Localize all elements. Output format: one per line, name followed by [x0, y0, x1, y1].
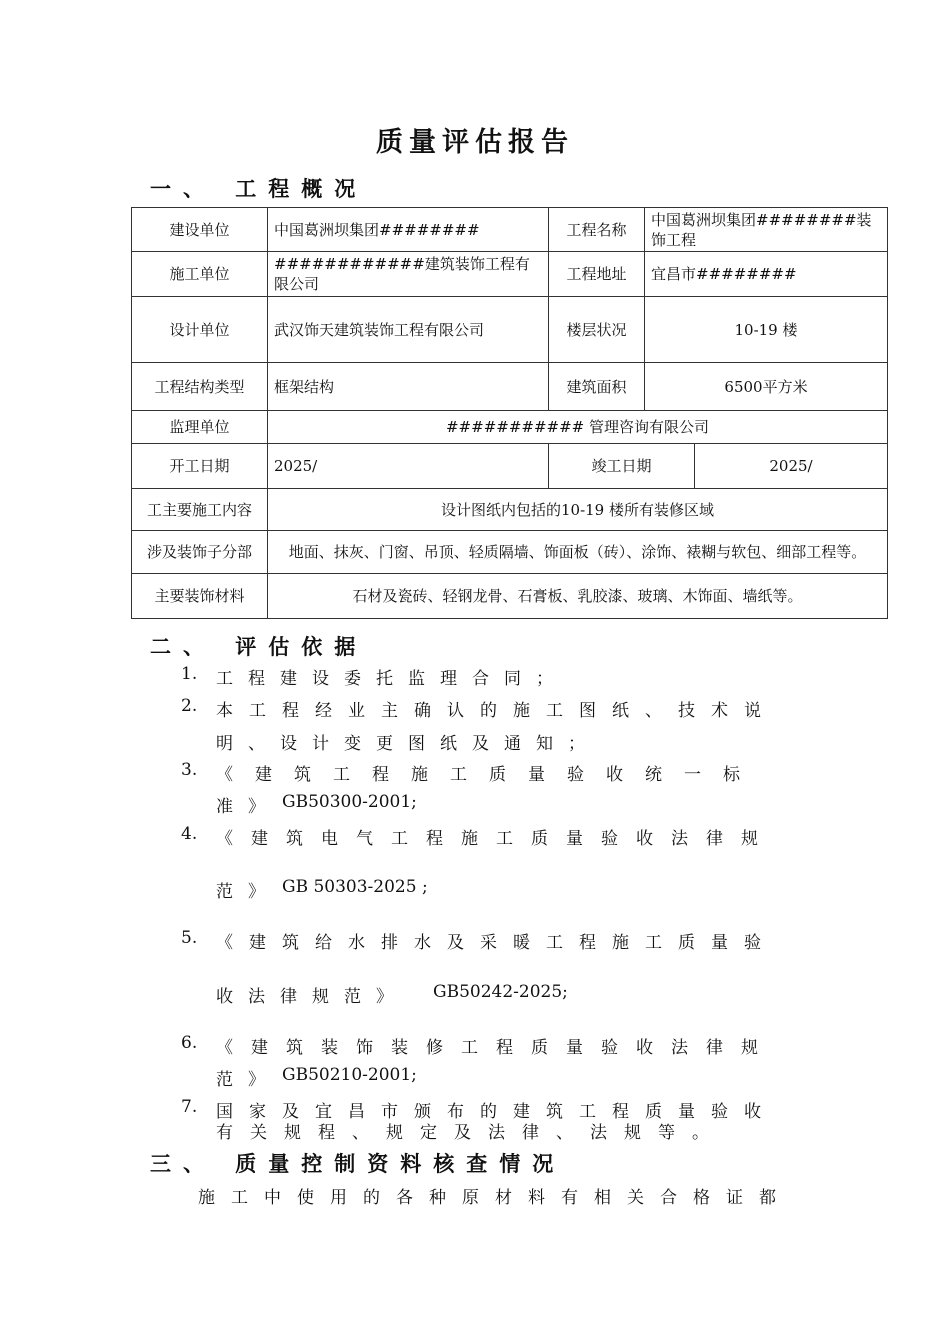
- table-cell-value: 2025/: [695, 444, 888, 489]
- table-cell-label: 主要装饰材料: [132, 574, 268, 619]
- table-cell-label: 楼层状况: [549, 297, 645, 363]
- table-cell-value: 宜昌市########: [645, 252, 888, 297]
- list-item-continued: 准》: [216, 797, 280, 817]
- table-cell-value: 地面、抹灰、门窗、吊顶、轻质隔墙、饰面板（砖）、涂饰、裱糊与软包、细部工程等。: [268, 531, 888, 574]
- project-overview-table: [131, 207, 888, 619]
- section-heading-quality-control: 三、 质量控制资料核查情况: [150, 1151, 566, 1176]
- table-cell-label: 建筑面积: [549, 363, 645, 411]
- list-item: 《建筑电气工程施工质量验收法律规: [216, 829, 776, 849]
- standard-code: GB50242-2025;: [433, 982, 568, 1002]
- table-cell-value: 石材及瓷砖、轻钢龙骨、石膏板、乳胶漆、玻璃、木饰面、墙纸等。: [268, 574, 888, 619]
- list-item: 《建筑工程施工质量验收统一标: [216, 765, 762, 785]
- table-row: [132, 489, 888, 531]
- section-heading-basis: 二、 评估依据: [150, 634, 368, 659]
- table-cell-value: 2025/: [268, 444, 549, 489]
- table-cell-label: 竣工日期: [549, 444, 695, 489]
- standard-code: GB50300-2001;: [282, 792, 417, 812]
- list-item-number: 1.: [181, 664, 198, 684]
- list-item-continued: 明、设计变更图纸及通知；: [216, 734, 600, 754]
- table-cell-value: 6500平方米: [645, 363, 888, 411]
- list-item-continued: 范》: [216, 1070, 280, 1090]
- table-cell-value: 武汉饰天建筑装饰工程有限公司: [268, 297, 549, 363]
- list-item-continued: 范》: [216, 882, 280, 902]
- table-cell-label: 工程名称: [549, 208, 645, 252]
- list-item: 工程建设委托监理合同；: [216, 669, 568, 689]
- table-cell-value: 中国葛洲坝集团########: [268, 208, 549, 252]
- table-row: [132, 252, 888, 297]
- table-cell-label: 涉及装饰子分部: [132, 531, 268, 574]
- table-cell-value: 中国葛洲坝集团########装饰工程: [645, 208, 888, 252]
- page-title: 质量评估报告: [376, 127, 574, 158]
- list-item-number: 7.: [181, 1097, 198, 1117]
- table-cell-label: 施工单位: [132, 252, 268, 297]
- list-item-number: 4.: [181, 824, 198, 844]
- list-item: 《建筑装饰装修工程质量验收法律规: [216, 1038, 776, 1058]
- table-cell-label: 工主要施工内容: [132, 489, 268, 531]
- list-item-number: 6.: [181, 1033, 198, 1053]
- table-cell-label: 开工日期: [132, 444, 268, 489]
- section-heading-overview: 一、 工程概况: [150, 176, 368, 201]
- table-row: [132, 297, 888, 363]
- list-item: 《建筑给水排水及采暖工程施工质量验: [216, 933, 777, 953]
- table-cell-label: 工程结构类型: [132, 363, 268, 411]
- table-cell-value: 10-19 楼: [645, 297, 888, 363]
- table-row: [132, 411, 888, 444]
- list-item-number: 2.: [181, 696, 198, 716]
- table-cell-value: 框架结构: [268, 363, 549, 411]
- table-row: [132, 574, 888, 619]
- table-cell-label: 工程地址: [549, 252, 645, 297]
- list-item-number: 5.: [181, 928, 198, 948]
- table-cell-value: ############建筑装饰工程有限公司: [268, 252, 549, 297]
- list-item-continued: 收法律规范》: [216, 987, 408, 1007]
- list-item: 本工程经业主确认的施工图纸、技术说: [216, 701, 777, 721]
- list-item: 国家及宜昌市颁布的建筑工程质量验收: [216, 1102, 777, 1122]
- table-cell-label: 建设单位: [132, 208, 268, 252]
- table-cell-value: 设计图纸内包括的10-19 楼所有装修区域: [268, 489, 888, 531]
- list-item-continued: 有关规程、规定及法律、法规等。: [216, 1123, 726, 1143]
- table-cell-label: 设计单位: [132, 297, 268, 363]
- standard-code: GB 50303-2025 ;: [282, 877, 428, 897]
- table-row: [132, 363, 888, 411]
- standard-code: GB50210-2001;: [282, 1065, 417, 1085]
- paragraph: 施工中使用的各种原材料有相关合格证都: [198, 1188, 792, 1208]
- table-row: [132, 444, 888, 489]
- list-item-number: 3.: [181, 760, 198, 780]
- table-row: [132, 531, 888, 574]
- table-cell-value: ########### 管理咨询有限公司: [268, 411, 888, 444]
- table-cell-label: 监理单位: [132, 411, 268, 444]
- table-row: [132, 208, 888, 252]
